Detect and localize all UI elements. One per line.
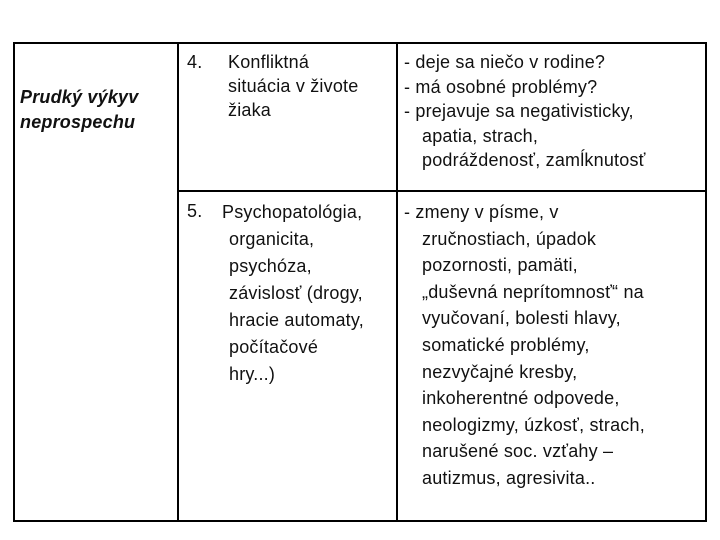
signs-line: somatické problémy, [422, 334, 590, 355]
cause-line: psychóza, [229, 256, 312, 276]
cause-line: situácia v živote [228, 76, 359, 96]
signs-line: - prejavuje sa negativisticky, [404, 101, 634, 121]
row-label-line: neprospechu [20, 112, 136, 132]
signs-line: - deje sa niečo v rodine? [404, 52, 606, 72]
signs-cell [404, 50, 646, 173]
cause-line: hry...) [229, 364, 276, 384]
signs-line: inkoherentné odpovede, [422, 388, 620, 409]
item-number: 5. [187, 201, 203, 221]
signs-line: vyučovaní, bolesti hlavy, [422, 308, 621, 329]
signs-line: pozornosti, pamäti, [422, 255, 578, 276]
column-divider-1 [177, 42, 179, 522]
table-border-bottom [13, 520, 707, 522]
cause-line: Psychopatológia, [222, 202, 363, 222]
signs-line: - má osobné problémy? [404, 76, 598, 97]
signs-line: apatia, strach, [422, 125, 539, 146]
signs-line: nezvyčajné kresby, [422, 361, 578, 382]
row-divider [177, 190, 707, 192]
cause-line: organicita, [229, 229, 315, 249]
table-border-top [13, 42, 707, 44]
cause-line: hracie automaty, [229, 310, 364, 330]
cause-line: závislosť (drogy, [229, 283, 363, 303]
cause-line: počítačové [229, 337, 319, 357]
signs-line: podráždenosť, zamĺknutosť [422, 150, 646, 170]
table-border-right [705, 42, 707, 522]
signs-line: autizmus, agresivita.. [422, 467, 596, 488]
item-number: 4. [187, 52, 203, 72]
table-border-left [13, 42, 15, 522]
row-label [20, 85, 138, 135]
cause-cell [222, 199, 364, 388]
signs-line: - zmeny v písme, v [404, 202, 559, 222]
cause-line: žiaka [228, 100, 272, 120]
cause-line: Konfliktná [228, 52, 310, 72]
column-divider-2 [396, 42, 398, 522]
signs-line: neologizmy, úzkosť, strach, [422, 414, 645, 435]
signs-cell [404, 199, 645, 492]
signs-line: „duševná neprítomnosť“ na [422, 281, 644, 302]
signs-line: zručnostiach, úpadok [422, 228, 597, 249]
row-label-line: Prudký výkyv [20, 87, 139, 107]
cause-cell [228, 50, 358, 122]
signs-line: narušené soc. vzťahy – [422, 441, 614, 462]
